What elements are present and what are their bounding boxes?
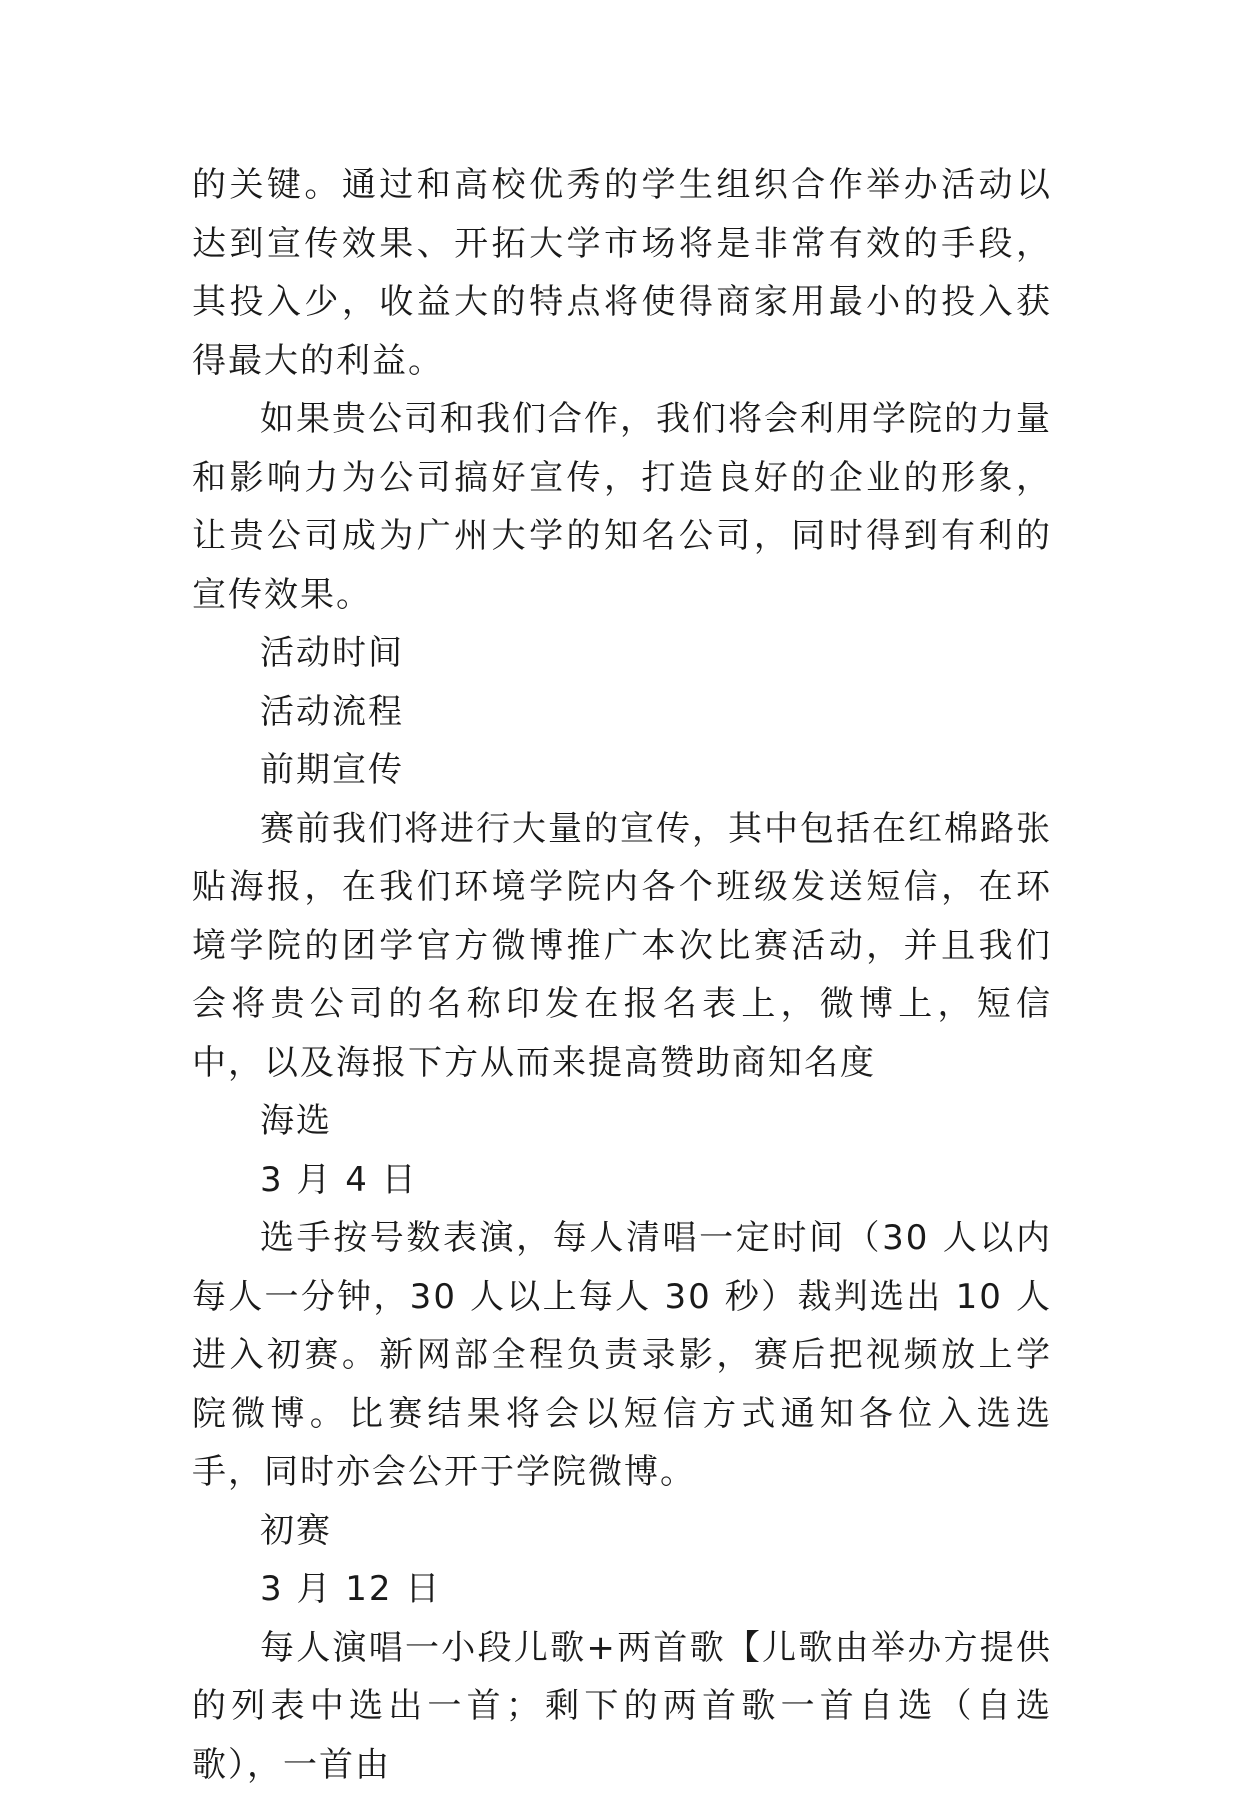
paragraph-cooperation: 如果贵公司和我们合作，我们将会利用学院的力量和影响力为公司搞好宣传，打造良好的企业的形象，让贵公司成为广州大学的知名公司，同时得到有利的宣传效果。	[192, 390, 1052, 624]
document-body	[192, 156, 1052, 1794]
heading-event-process: 活动流程	[192, 683, 1052, 742]
paragraph-audition-detail: 选手按号数表演，每人清唱一定时间（30 人以内每人一分钟，30 人以上每人 30 秒）裁判选出 10 人进入初赛。新网部全程负责录影，赛后把视频放上学院微博。比赛结果将会以短信方式通知各位入选选手，同时亦会公开于学院微博。	[192, 1209, 1052, 1502]
heading-event-time: 活动时间	[192, 624, 1052, 683]
paragraph-intro-continuation: 的关键。通过和高校优秀的学生组织合作举办活动以达到宣传效果、开拓大学市场将是非常有效的手段，其投入少，收益大的特点将使得商家用最小的投入获得最大的利益。	[192, 156, 1052, 390]
preliminary-date: 3 月 12 日	[192, 1560, 1052, 1619]
heading-pre-publicity: 前期宣传	[192, 741, 1052, 800]
paragraph-publicity-detail: 赛前我们将进行大量的宣传，其中包括在红棉路张贴海报，在我们环境学院内各个班级发送短信，在环境学院的团学官方微博推广本次比赛活动，并且我们会将贵公司的名称印发在报名表上，微博上，短信中，以及海报下方从而来提高赞助商知名度	[192, 800, 1052, 1093]
heading-preliminary: 初赛	[192, 1502, 1052, 1561]
paragraph-preliminary-detail: 每人演唱一小段儿歌+两首歌【儿歌由举办方提供的列表中选出一首；剩下的两首歌一首自选（自选歌），一首由	[192, 1619, 1052, 1794]
heading-audition: 海选	[192, 1092, 1052, 1151]
audition-date: 3 月 4 日	[192, 1151, 1052, 1210]
